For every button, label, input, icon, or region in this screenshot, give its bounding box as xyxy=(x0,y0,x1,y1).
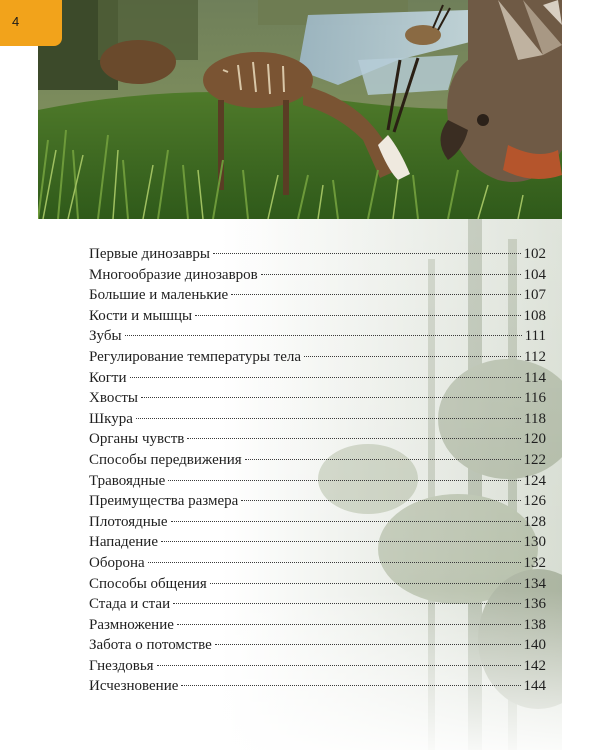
toc-entry-page: 116 xyxy=(524,390,546,407)
toc-dot-leader xyxy=(161,541,521,542)
toc-entry[interactable] xyxy=(89,450,546,471)
page-number: 4 xyxy=(12,14,20,29)
toc-entry[interactable] xyxy=(89,388,546,409)
toc-dot-leader xyxy=(245,459,521,460)
toc-entry-page: 104 xyxy=(523,266,546,283)
toc-entry-title: Регулирование температуры тела xyxy=(89,348,302,365)
toc-dot-leader xyxy=(171,521,521,522)
toc-entry[interactable] xyxy=(89,409,546,430)
toc-entry-page: 114 xyxy=(524,369,546,386)
toc-entry-title: Органы чувств xyxy=(89,431,185,448)
toc-entry[interactable] xyxy=(89,326,546,347)
toc-dot-leader xyxy=(148,562,521,563)
toc-dot-leader xyxy=(173,603,520,604)
toc-entry-title: Нападение xyxy=(89,534,158,551)
toc-entry-page: 134 xyxy=(523,575,546,592)
toc-entry-title: Исчезновение xyxy=(89,678,179,695)
toc-entry-title: Хвосты xyxy=(89,390,138,407)
toc-entry-page: 107 xyxy=(523,287,546,304)
toc-entry[interactable] xyxy=(89,615,546,636)
toc-dot-leader xyxy=(130,377,522,378)
toc-entry-page: 111 xyxy=(524,328,546,345)
toc-entry[interactable] xyxy=(89,512,546,533)
toc-entry-page: 108 xyxy=(523,307,546,324)
toc-entry-title: Гнездовья xyxy=(89,657,154,674)
toc-entry-page: 120 xyxy=(523,431,546,448)
toc-entry-page: 124 xyxy=(523,472,546,489)
toc-entry-title: Стада и стаи xyxy=(89,596,171,613)
toc-dot-leader xyxy=(195,315,520,316)
toc-entry-page: 128 xyxy=(523,513,546,530)
toc-entry[interactable] xyxy=(89,553,546,574)
toc-entry-title: Многообразие динозавров xyxy=(89,266,258,283)
toc-dot-leader xyxy=(304,356,521,357)
toc-entry-title: Размножение xyxy=(89,616,174,633)
scene-svg xyxy=(38,0,562,219)
toc-entry-page: 142 xyxy=(523,657,546,674)
toc-dot-leader xyxy=(215,644,521,645)
toc-dot-leader xyxy=(136,418,521,419)
toc-dot-leader xyxy=(157,665,521,666)
toc-entry-page: 130 xyxy=(523,534,546,551)
toc-entry-title: Большие и маленькие xyxy=(89,287,229,304)
toc-dot-leader xyxy=(210,583,521,584)
toc-dot-leader xyxy=(141,397,521,398)
toc-entry-title: Травоядные xyxy=(89,472,166,489)
toc-entry[interactable] xyxy=(89,491,546,512)
toc-dot-leader xyxy=(213,253,521,254)
toc-entry-title: Шкура xyxy=(89,410,133,427)
toc-entry[interactable] xyxy=(89,244,546,265)
toc-dot-leader xyxy=(181,685,520,686)
toc-entry-page: 112 xyxy=(524,348,546,365)
toc-entry-page: 132 xyxy=(523,554,546,571)
toc-dot-leader xyxy=(231,294,520,295)
toc-entry-page: 136 xyxy=(523,596,546,613)
toc-entry-title: Плотоядные xyxy=(89,513,168,530)
toc-entry-title: Кости и мышцы xyxy=(89,307,193,324)
prehistoric-scene-illustration xyxy=(38,0,562,219)
toc-entry[interactable] xyxy=(89,635,546,656)
toc-dot-leader xyxy=(241,500,520,501)
toc-entry[interactable] xyxy=(89,532,546,553)
toc-dot-leader xyxy=(261,274,521,275)
toc-dot-leader xyxy=(125,335,522,336)
toc-entry-title: Преимущества размера xyxy=(89,493,239,510)
toc-dot-leader xyxy=(187,438,520,439)
toc-entry[interactable] xyxy=(89,676,546,697)
toc-entry[interactable] xyxy=(89,265,546,286)
toc-entry[interactable] xyxy=(89,429,546,450)
toc-entry[interactable] xyxy=(89,574,546,595)
toc-entry-title: Способы общения xyxy=(89,575,207,592)
toc-entry[interactable] xyxy=(89,306,546,327)
toc-entry[interactable] xyxy=(89,368,546,389)
toc-entry-title: Когти xyxy=(89,369,127,386)
toc-entry[interactable] xyxy=(89,471,546,492)
toc-entry-title: Способы передвижения xyxy=(89,451,242,468)
toc-dot-leader xyxy=(168,480,520,481)
page-number-tab xyxy=(0,0,62,46)
toc-entry[interactable] xyxy=(89,656,546,677)
toc-entry[interactable] xyxy=(89,285,546,306)
toc-dot-leader xyxy=(177,624,521,625)
toc-entry-title: Первые динозавры xyxy=(89,246,210,262)
toc-entry-title: Забота о потомстве xyxy=(89,637,212,654)
toc-entry-page: 122 xyxy=(523,451,546,468)
table-of-contents xyxy=(89,244,546,697)
toc-entry-title: Зубы xyxy=(89,328,122,345)
toc-entry-page: 140 xyxy=(523,637,546,654)
toc-entry-title: Оборона xyxy=(89,554,145,571)
toc-entry[interactable] xyxy=(89,347,546,368)
toc-entry-page: 118 xyxy=(524,410,546,427)
toc-entry-page: 144 xyxy=(523,678,546,695)
toc-entry-page: 102 xyxy=(523,246,546,262)
toc-entry-page: 126 xyxy=(523,493,546,510)
toc-entry-page: 138 xyxy=(523,616,546,633)
toc-entry[interactable] xyxy=(89,594,546,615)
